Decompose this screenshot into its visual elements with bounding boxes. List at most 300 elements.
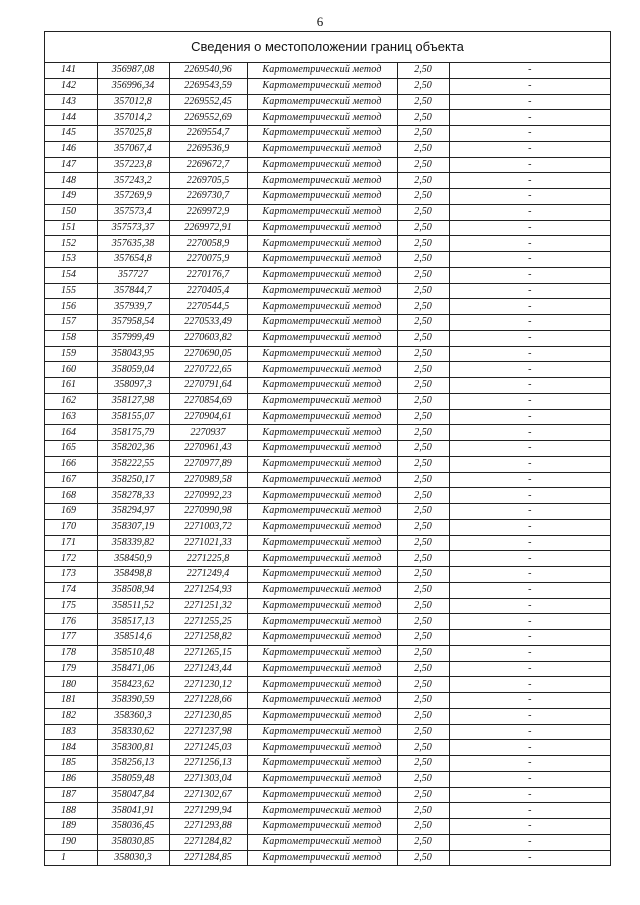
note-cell: -: [449, 504, 610, 520]
y-coordinate-cell: 2269540,96: [169, 63, 247, 78]
table-row: [45, 173, 610, 189]
method-cell: Картометрический метод: [247, 283, 397, 299]
point-number-cell: 186: [45, 771, 97, 787]
note-cell: -: [449, 630, 610, 646]
note-cell: -: [449, 834, 610, 850]
table-row: [45, 661, 610, 677]
x-coordinate-cell: 357573,4: [97, 204, 169, 220]
note-cell: -: [449, 740, 610, 756]
note-cell: -: [528, 851, 532, 863]
point-number-cell: 143: [45, 94, 97, 110]
point-number-cell: 184: [45, 740, 97, 756]
table-row: [45, 126, 610, 142]
note-cell: -: [449, 189, 610, 205]
x-coordinate-cell: 357727: [97, 267, 169, 283]
x-coordinate-cell: 358030,85: [97, 834, 169, 850]
accuracy-cell: 2,50: [397, 141, 449, 157]
boundary-table-frame: [44, 31, 611, 866]
note-cell: -: [449, 488, 610, 504]
point-number-cell: 150: [45, 204, 97, 220]
method-cell: Картометрический метод: [247, 409, 397, 425]
note-cell: -: [449, 677, 610, 693]
point-number-cell: 155: [45, 283, 97, 299]
note-cell: -: [449, 551, 610, 567]
y-coordinate-cell: 2270854,69: [169, 393, 247, 409]
x-coordinate-cell: 358043,95: [97, 346, 169, 362]
accuracy-cell: 2,50: [397, 645, 449, 661]
point-number-cell: 141: [45, 63, 97, 78]
accuracy-cell: 2,50: [397, 126, 449, 142]
table-row: [45, 645, 610, 661]
note-cell: -: [449, 567, 610, 583]
note-cell: -: [449, 378, 610, 394]
point-number-cell: 164: [45, 425, 97, 441]
y-coordinate-cell: 2271303,04: [169, 771, 247, 787]
note-cell: -: [449, 819, 610, 835]
point-number-cell: 144: [45, 110, 97, 126]
x-coordinate-cell: 358047,84: [97, 787, 169, 803]
method-cell: Картометрический метод: [247, 236, 397, 252]
x-coordinate-cell: 358307,19: [97, 519, 169, 535]
x-coordinate-cell: 358508,94: [97, 582, 169, 598]
point-number-cell: 177: [45, 630, 97, 646]
table-row: [45, 378, 610, 394]
accuracy-cell: 2,50: [397, 614, 449, 630]
x-coordinate-cell: 356996,34: [97, 78, 169, 94]
x-coordinate-cell: 357014,2: [97, 110, 169, 126]
note-cell: -: [449, 283, 610, 299]
method-cell: Картометрический метод: [247, 220, 397, 236]
method-cell: Картометрический метод: [247, 834, 397, 850]
method-cell: Картометрический метод: [247, 803, 397, 819]
coordinates-table-body: [45, 63, 610, 865]
y-coordinate-cell: 2271258,82: [169, 630, 247, 646]
y-coordinate-cell: 2270977,89: [169, 456, 247, 472]
x-coordinate-cell: 358175,79: [97, 425, 169, 441]
accuracy-cell: 2,50: [397, 567, 449, 583]
point-number-cell: 159: [45, 346, 97, 362]
y-coordinate-cell: 2270533,49: [169, 315, 247, 331]
method-cell: Картометрический метод: [247, 535, 397, 551]
x-coordinate-cell: 358390,59: [97, 693, 169, 709]
x-coordinate-cell: 358498,8: [97, 567, 169, 583]
table-row: [45, 850, 610, 865]
x-coordinate-cell: 357269,9: [97, 189, 169, 205]
y-coordinate-cell: 2269672,7: [169, 157, 247, 173]
accuracy-cell: 2,50: [397, 756, 449, 772]
point-number-cell: 182: [45, 708, 97, 724]
method-cell: Картометрический метод: [247, 141, 397, 157]
y-coordinate-cell: 2271254,93: [169, 582, 247, 598]
table-row: [45, 724, 610, 740]
accuracy-cell: 2,50: [397, 661, 449, 677]
method-cell: Картометрический метод: [247, 267, 397, 283]
accuracy-cell: 2,50: [397, 535, 449, 551]
point-number-cell: 152: [45, 236, 97, 252]
method-cell: Картометрический метод: [247, 63, 397, 78]
point-number-cell: 181: [45, 693, 97, 709]
x-coordinate-cell: 357573,37: [97, 220, 169, 236]
x-coordinate-cell: 357654,8: [97, 252, 169, 268]
note-cell: -: [449, 425, 610, 441]
point-number-cell: 176: [45, 614, 97, 630]
y-coordinate-cell: 2271255,25: [169, 614, 247, 630]
point-number-cell: 145: [45, 126, 97, 142]
note-cell: -: [449, 362, 610, 378]
note-cell: -: [449, 141, 610, 157]
x-coordinate-cell: 358514,6: [97, 630, 169, 646]
section-title: Сведения о местоположении границ объекта: [45, 32, 610, 63]
point-number-cell: 142: [45, 78, 97, 94]
table-row: [45, 472, 610, 488]
table-row: [45, 220, 610, 236]
point-number-cell: 162: [45, 393, 97, 409]
point-number-cell: 165: [45, 441, 97, 457]
point-number-cell: 1: [45, 850, 97, 865]
note-cell: -: [449, 126, 610, 142]
note-cell: -: [449, 393, 610, 409]
y-coordinate-cell: 2270990,98: [169, 504, 247, 520]
accuracy-cell: 2,50: [397, 283, 449, 299]
note-cell: -: [449, 157, 610, 173]
note-cell: -: [449, 535, 610, 551]
method-cell: Картометрический метод: [247, 567, 397, 583]
y-coordinate-cell: 2270992,23: [169, 488, 247, 504]
table-row: [45, 425, 610, 441]
x-coordinate-cell: 357067,4: [97, 141, 169, 157]
accuracy-cell: 2,50: [397, 78, 449, 94]
method-cell: Картометрический метод: [247, 740, 397, 756]
accuracy-cell: 2,50: [397, 834, 449, 850]
x-coordinate-cell: 358300,81: [97, 740, 169, 756]
point-number-cell: 158: [45, 330, 97, 346]
table-row: [45, 756, 610, 772]
point-number-cell: 179: [45, 661, 97, 677]
method-cell: Картометрический метод: [247, 724, 397, 740]
accuracy-cell: 2,50: [397, 787, 449, 803]
point-number-cell: 171: [45, 535, 97, 551]
point-number-cell: 169: [45, 504, 97, 520]
table-row: [45, 567, 610, 583]
note-cell: -: [449, 441, 610, 457]
x-coordinate-cell: 358202,36: [97, 441, 169, 457]
table-row: [45, 330, 610, 346]
table-row: [45, 299, 610, 315]
method-cell: Картометрический метод: [247, 189, 397, 205]
accuracy-cell: 2,50: [397, 708, 449, 724]
y-coordinate-cell: 2270722,65: [169, 362, 247, 378]
y-coordinate-cell: 2271230,85: [169, 708, 247, 724]
accuracy-cell: 2,50: [397, 220, 449, 236]
table-row: [45, 346, 610, 362]
point-number-cell: 168: [45, 488, 97, 504]
note-cell: -: [449, 204, 610, 220]
table-row: [45, 267, 610, 283]
method-cell: Картометрический метод: [247, 819, 397, 835]
y-coordinate-cell: 2269972,91: [169, 220, 247, 236]
accuracy-cell: 2,50: [397, 189, 449, 205]
x-coordinate-cell: 358450,9: [97, 551, 169, 567]
x-coordinate-cell: 358030,3: [97, 850, 169, 865]
table-row: [45, 834, 610, 850]
table-row: [45, 315, 610, 331]
y-coordinate-cell: 2269705,5: [169, 173, 247, 189]
y-coordinate-cell: 2271302,67: [169, 787, 247, 803]
point-number-cell: 178: [45, 645, 97, 661]
note-cell: -: [449, 220, 610, 236]
note-cell: -: [449, 724, 610, 740]
method-cell: Картометрический метод: [247, 582, 397, 598]
table-row: [45, 63, 610, 78]
x-coordinate-cell: 358250,17: [97, 472, 169, 488]
point-number-cell: 188: [45, 803, 97, 819]
table-row: [45, 94, 610, 110]
x-coordinate-cell: 358471,06: [97, 661, 169, 677]
method-cell: Картометрический метод: [247, 441, 397, 457]
method-cell: Картометрический метод: [247, 456, 397, 472]
note-cell: -: [449, 409, 610, 425]
x-coordinate-cell: 358511,52: [97, 598, 169, 614]
x-coordinate-cell: 358510,48: [97, 645, 169, 661]
accuracy-cell: 2,50: [397, 204, 449, 220]
accuracy-cell: 2,50: [397, 252, 449, 268]
method-cell: Картометрический метод: [247, 393, 397, 409]
note-cell: -: [449, 346, 610, 362]
table-row: [45, 157, 610, 173]
x-coordinate-cell: 358036,45: [97, 819, 169, 835]
x-coordinate-cell: 358360,3: [97, 708, 169, 724]
accuracy-cell: 2,50: [397, 362, 449, 378]
method-cell: Картометрический метод: [247, 425, 397, 441]
table-row: [45, 441, 610, 457]
point-number-cell: 157: [45, 315, 97, 331]
y-coordinate-cell: 2270989,58: [169, 472, 247, 488]
point-number-cell: 147: [45, 157, 97, 173]
note-cell: -: [449, 94, 610, 110]
note-cell: -: [449, 110, 610, 126]
x-coordinate-cell: 357999,49: [97, 330, 169, 346]
x-coordinate-cell: 358517,13: [97, 614, 169, 630]
note-cell: -: [449, 582, 610, 598]
note-cell: -: [449, 771, 610, 787]
method-cell: Картометрический метод: [247, 315, 397, 331]
method-cell: Картометрический метод: [247, 850, 397, 865]
x-coordinate-cell: 358222,55: [97, 456, 169, 472]
accuracy-cell: 2,50: [397, 677, 449, 693]
point-number-cell: 153: [45, 252, 97, 268]
point-number-cell: 175: [45, 598, 97, 614]
table-row: [45, 551, 610, 567]
point-number-cell: 172: [45, 551, 97, 567]
x-coordinate-cell: 358097,3: [97, 378, 169, 394]
x-coordinate-cell: 357844,7: [97, 283, 169, 299]
y-coordinate-cell: 2270405,4: [169, 283, 247, 299]
y-coordinate-cell: 2270791,64: [169, 378, 247, 394]
x-coordinate-cell: 357223,8: [97, 157, 169, 173]
point-number-cell: 149: [45, 189, 97, 205]
point-number-cell: 183: [45, 724, 97, 740]
note-cell: -: [449, 78, 610, 94]
y-coordinate-cell: 2271265,15: [169, 645, 247, 661]
x-coordinate-cell: 357012,8: [97, 94, 169, 110]
point-number-cell: 161: [45, 378, 97, 394]
note-cell: -: [449, 315, 610, 331]
y-coordinate-cell: 2271003,72: [169, 519, 247, 535]
note-cell: -: [449, 645, 610, 661]
note-cell: -: [449, 173, 610, 189]
table-row: [45, 504, 610, 520]
x-coordinate-cell: 358339,82: [97, 535, 169, 551]
table-row: [45, 693, 610, 709]
y-coordinate-cell: 2270961,43: [169, 441, 247, 457]
note-cell: -: [449, 756, 610, 772]
y-coordinate-cell: 2270544,5: [169, 299, 247, 315]
accuracy-cell: 2,50: [397, 519, 449, 535]
y-coordinate-cell: 2271237,98: [169, 724, 247, 740]
point-number-cell: 180: [45, 677, 97, 693]
point-number-cell: 160: [45, 362, 97, 378]
point-number-cell: 190: [45, 834, 97, 850]
table-row: [45, 582, 610, 598]
y-coordinate-cell: 2271256,13: [169, 756, 247, 772]
x-coordinate-cell: 358256,13: [97, 756, 169, 772]
method-cell: Картометрический метод: [247, 488, 397, 504]
table-row: [45, 78, 610, 94]
accuracy-cell: 2,50: [397, 598, 449, 614]
point-number-cell: 148: [45, 173, 97, 189]
x-coordinate-cell: 358294,97: [97, 504, 169, 520]
table-row: [45, 252, 610, 268]
method-cell: Картометрический метод: [247, 126, 397, 142]
method-cell: Картометрический метод: [247, 787, 397, 803]
point-number-cell: 173: [45, 567, 97, 583]
x-coordinate-cell: 357025,8: [97, 126, 169, 142]
accuracy-cell: 2,50: [397, 267, 449, 283]
method-cell: Картометрический метод: [247, 519, 397, 535]
y-coordinate-cell: 2271243,44: [169, 661, 247, 677]
accuracy-cell: 2,50: [397, 346, 449, 362]
table-row: [45, 488, 610, 504]
accuracy-cell: 2,50: [397, 173, 449, 189]
accuracy-cell: 2,50: [397, 504, 449, 520]
point-number-cell: 185: [45, 756, 97, 772]
accuracy-cell: 2,50: [397, 315, 449, 331]
x-coordinate-cell: 357635,38: [97, 236, 169, 252]
accuracy-cell: 2,50: [397, 409, 449, 425]
point-number-cell: 170: [45, 519, 97, 535]
method-cell: Картометрический метод: [247, 708, 397, 724]
y-coordinate-cell: 2270176,7: [169, 267, 247, 283]
table-row: [45, 819, 610, 835]
method-cell: Картометрический метод: [247, 157, 397, 173]
y-coordinate-cell: 2270603,82: [169, 330, 247, 346]
table-row: [45, 614, 610, 630]
accuracy-cell: 2,50: [397, 425, 449, 441]
method-cell: Картометрический метод: [247, 94, 397, 110]
accuracy-cell: 2,50: [397, 157, 449, 173]
accuracy-cell: 2,50: [397, 630, 449, 646]
method-cell: Картометрический метод: [247, 677, 397, 693]
method-cell: Картометрический метод: [247, 551, 397, 567]
y-coordinate-cell: 2270690,05: [169, 346, 247, 362]
x-coordinate-cell: 358127,98: [97, 393, 169, 409]
table-row: [45, 141, 610, 157]
accuracy-cell: 2,50: [397, 771, 449, 787]
method-cell: Картометрический метод: [247, 110, 397, 126]
y-coordinate-cell: 2270937: [169, 425, 247, 441]
table-row: [45, 771, 610, 787]
x-coordinate-cell: 357939,7: [97, 299, 169, 315]
note-cell: -: [449, 299, 610, 315]
accuracy-cell: 2,50: [397, 236, 449, 252]
table-row: [45, 535, 610, 551]
table-row: [45, 393, 610, 409]
method-cell: Картометрический метод: [247, 173, 397, 189]
y-coordinate-cell: 2271245,03: [169, 740, 247, 756]
y-coordinate-cell: 2271251,32: [169, 598, 247, 614]
y-coordinate-cell: 2269536,9: [169, 141, 247, 157]
point-number-cell: 187: [45, 787, 97, 803]
accuracy-cell: 2,50: [397, 582, 449, 598]
note-cell: -: [449, 708, 610, 724]
point-number-cell: 189: [45, 819, 97, 835]
y-coordinate-cell: 2271230,12: [169, 677, 247, 693]
accuracy-cell: 2,50: [397, 299, 449, 315]
y-coordinate-cell: 2269730,7: [169, 189, 247, 205]
method-cell: Картометрический метод: [247, 472, 397, 488]
table-row: [45, 409, 610, 425]
y-coordinate-cell: 2271225,8: [169, 551, 247, 567]
table-row: [45, 677, 610, 693]
point-number-cell: 146: [45, 141, 97, 157]
note-cell: -: [449, 267, 610, 283]
method-cell: Картометрический метод: [247, 645, 397, 661]
point-number-cell: 154: [45, 267, 97, 283]
x-coordinate-cell: 358330,62: [97, 724, 169, 740]
method-cell: Картометрический метод: [247, 756, 397, 772]
table-row: [45, 803, 610, 819]
note-cell: -: [449, 803, 610, 819]
method-cell: Картометрический метод: [247, 330, 397, 346]
y-coordinate-cell: 2270904,61: [169, 409, 247, 425]
method-cell: Картометрический метод: [247, 614, 397, 630]
note-cell: -: [449, 614, 610, 630]
x-coordinate-cell: 356987,08: [97, 63, 169, 78]
accuracy-cell: 2,50: [397, 819, 449, 835]
table-row: [45, 189, 610, 205]
method-cell: Картометрический метод: [247, 661, 397, 677]
point-number-cell: 167: [45, 472, 97, 488]
method-cell: Картометрический метод: [247, 204, 397, 220]
accuracy-cell: 2,50: [397, 94, 449, 110]
accuracy-cell: 2,50: [397, 456, 449, 472]
note-cell: -: [449, 472, 610, 488]
y-coordinate-cell: 2271249,4: [169, 567, 247, 583]
y-coordinate-cell: 2270075,9: [169, 252, 247, 268]
y-coordinate-cell: 2269554,7: [169, 126, 247, 142]
accuracy-cell: 2,50: [397, 63, 449, 78]
note-cell: -: [449, 252, 610, 268]
accuracy-cell: 2,50: [397, 441, 449, 457]
x-coordinate-cell: 358278,33: [97, 488, 169, 504]
table-row: [45, 519, 610, 535]
method-cell: Картометрический метод: [247, 78, 397, 94]
x-coordinate-cell: 358423,62: [97, 677, 169, 693]
page-number: 6: [316, 14, 324, 29]
note-cell: -: [449, 598, 610, 614]
accuracy-cell: 2,50: [397, 393, 449, 409]
y-coordinate-cell: 2269543,59: [169, 78, 247, 94]
